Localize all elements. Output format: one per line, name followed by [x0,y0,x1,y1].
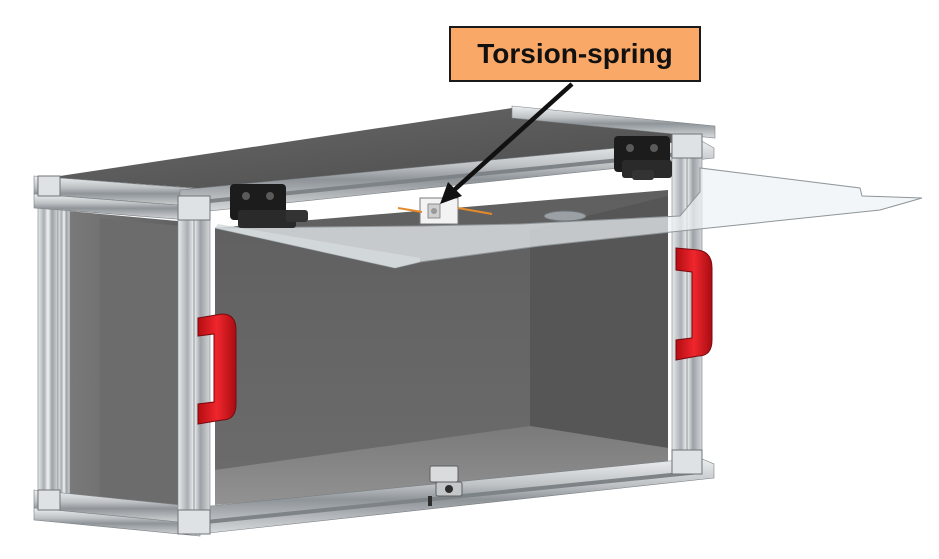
hinge-right [614,136,672,180]
callout-label-box [449,26,701,82]
callout-label: Torsion-spring [477,38,673,69]
post-back-left-b [58,196,70,502]
post-back-left [38,190,58,502]
acrylic-door-hole [544,211,586,221]
left-side-panel-inner [100,218,180,505]
